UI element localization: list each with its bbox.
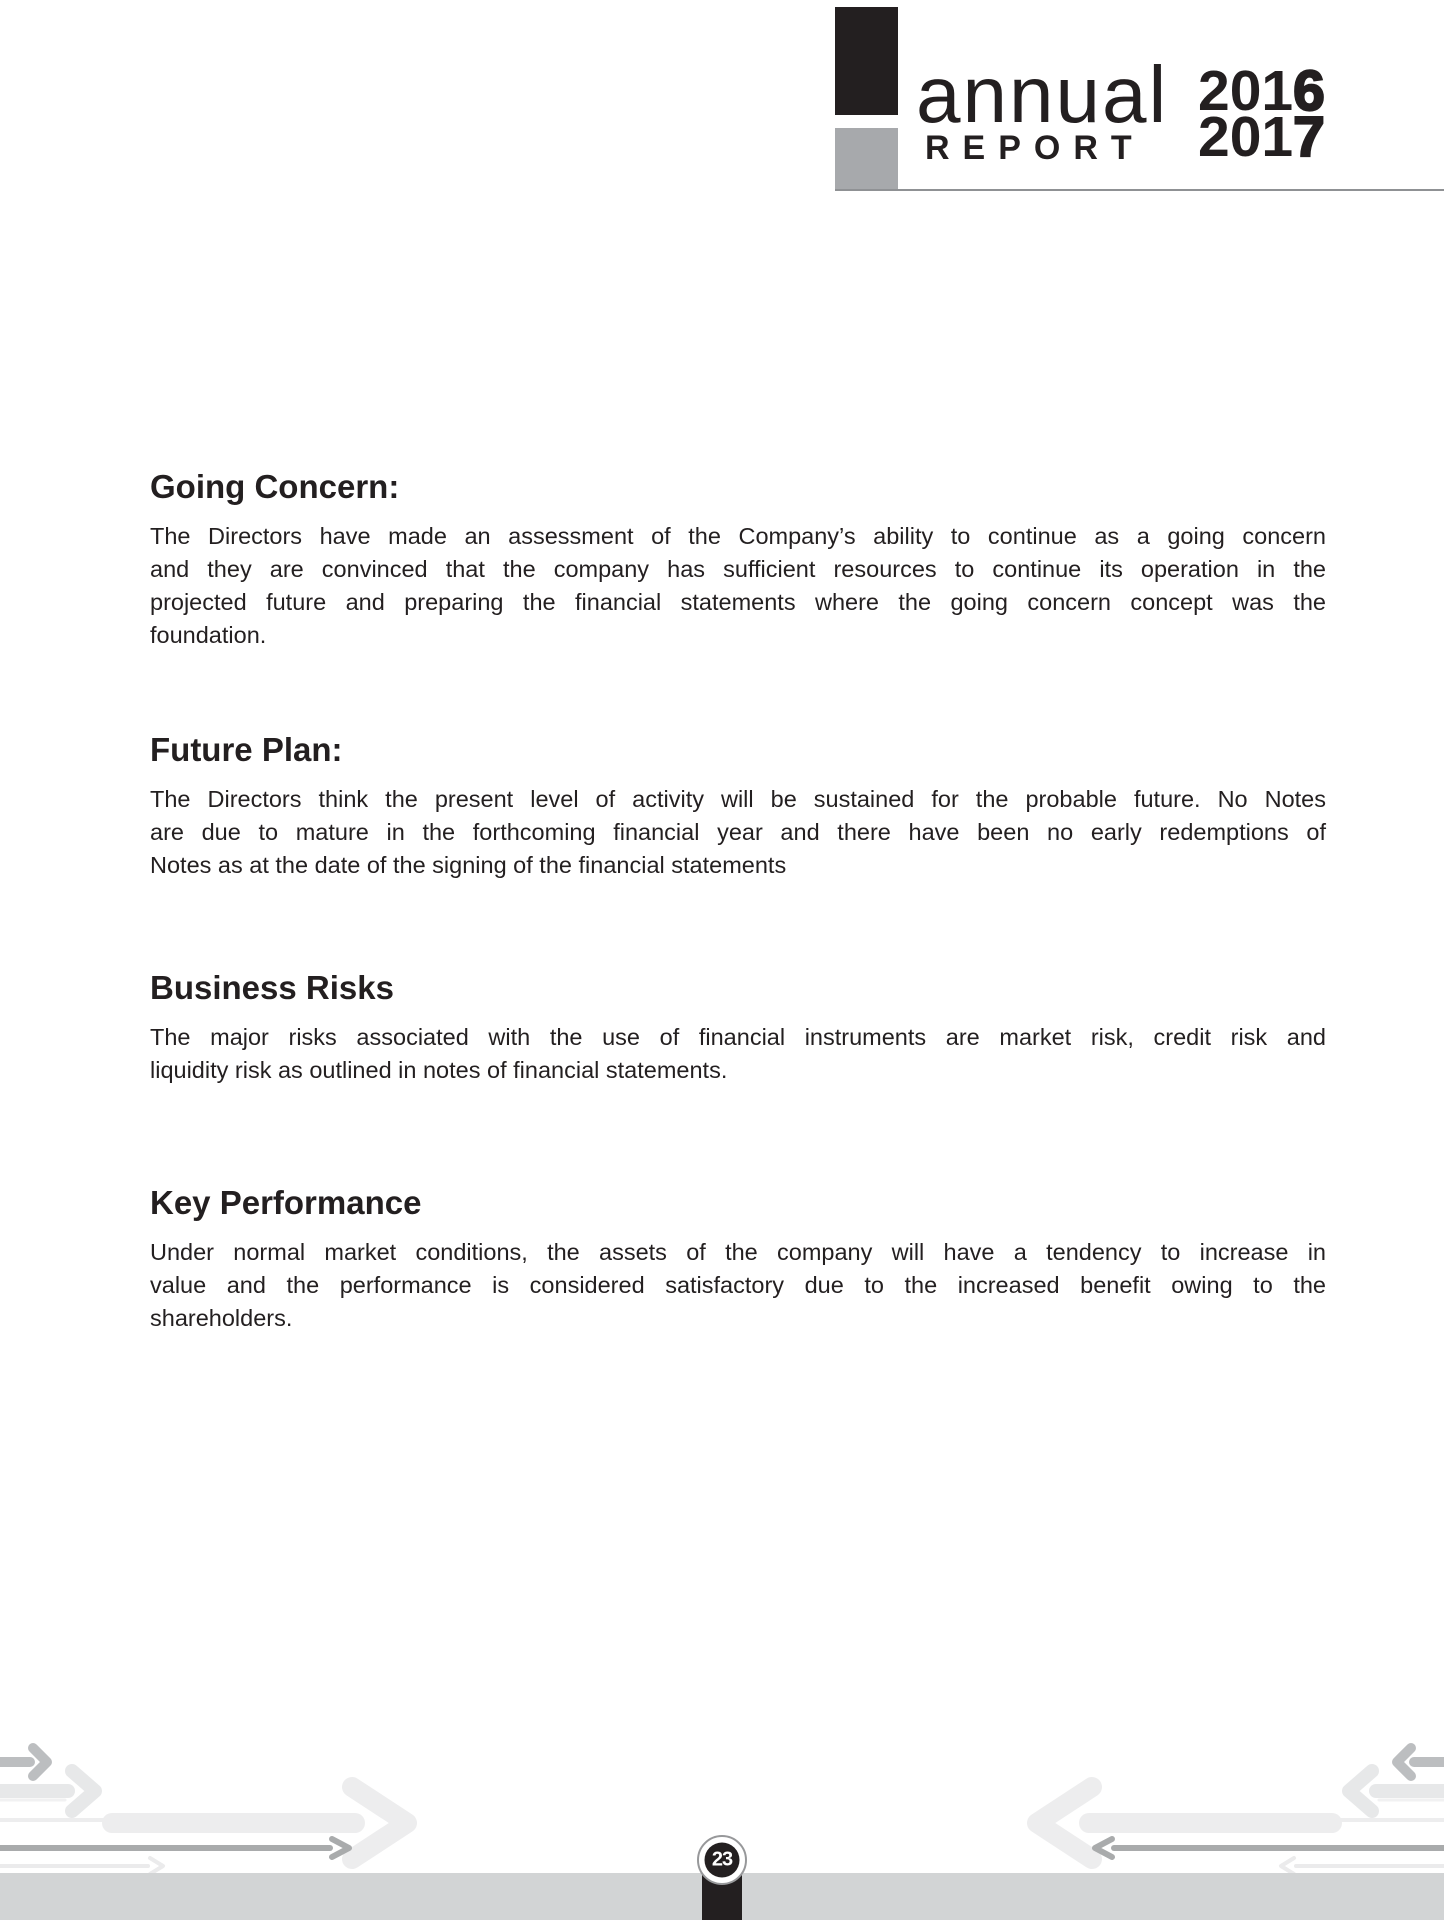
year-prefix: 201 (1198, 105, 1294, 169)
paragraph-line: value and the performance is considered satisfactory due to the increased benefit owing to the (150, 1272, 1326, 1298)
paragraph-line: The major risks associated with the use of financial instruments are market risk, credit risk and (150, 1024, 1326, 1050)
right-arrow-icon (0, 1771, 95, 1811)
year-last-digit: 6 (1293, 59, 1325, 123)
paragraph-line: Under normal market conditions, the assets of the company will have a tendency to increase in (150, 1239, 1326, 1265)
left-arrow-icon (1281, 1858, 1444, 1874)
page-number: 23 (705, 1843, 740, 1878)
section-business-risks (150, 971, 1326, 1087)
page-number-badge (697, 1835, 747, 1885)
section-heading: Key Performance (150, 1184, 422, 1221)
logo-gray-square (835, 128, 898, 190)
paragraph-line: Notes as at the date of the signing of the financial statements (150, 852, 787, 878)
year-prefix: 201 (1198, 59, 1294, 123)
section-going-concern (150, 470, 1326, 652)
paragraph-line: and they are convinced that the company has sufficient resources to continue its operation in the (150, 556, 1326, 582)
logo-black-square (835, 7, 898, 115)
section-heading: Future Plan: (150, 731, 343, 768)
paragraph-line: shareholders. (150, 1305, 293, 1331)
header-divider-line (835, 189, 1444, 191)
right-arrow-icon (0, 1839, 349, 1857)
section-paragraph (150, 520, 1326, 652)
paragraph-line: liquidity risk as outlined in notes of financial statements. (150, 1057, 728, 1083)
right-arrow-icon (0, 1748, 47, 1776)
left-arrow-icon (1349, 1771, 1444, 1811)
section-key-performance (150, 1186, 1326, 1335)
paragraph-line: The Directors think the present level of activity will be sustained for the probable future. No Notes (150, 786, 1326, 812)
section-future-plan (150, 733, 1326, 882)
year-last-digit: 7 (1293, 105, 1325, 169)
section-heading: Going Concern: (150, 468, 400, 505)
paragraph-line: projected future and preparing the financial statements where the going concern concept was the (150, 589, 1326, 615)
logo-word-report: REPORT (925, 129, 1145, 167)
section-paragraph (150, 783, 1326, 882)
left-arrow-icon (1095, 1839, 1444, 1857)
logo-word-annual: annual (916, 50, 1169, 139)
right-arrow-icon (0, 1858, 163, 1874)
logo-year-2017 (1198, 105, 1325, 169)
section-paragraph (150, 1021, 1326, 1087)
section-heading: Business Risks (150, 969, 394, 1006)
paragraph-line: are due to mature in the forthcoming financial year and there have been no early redemptions of (150, 819, 1326, 845)
paragraph-line: The Directors have made an assessment of the Company’s ability to continue as a going concern (150, 523, 1326, 549)
left-arrow-icon (1397, 1748, 1444, 1776)
paragraph-line: foundation. (150, 622, 267, 648)
section-paragraph (150, 1236, 1326, 1335)
